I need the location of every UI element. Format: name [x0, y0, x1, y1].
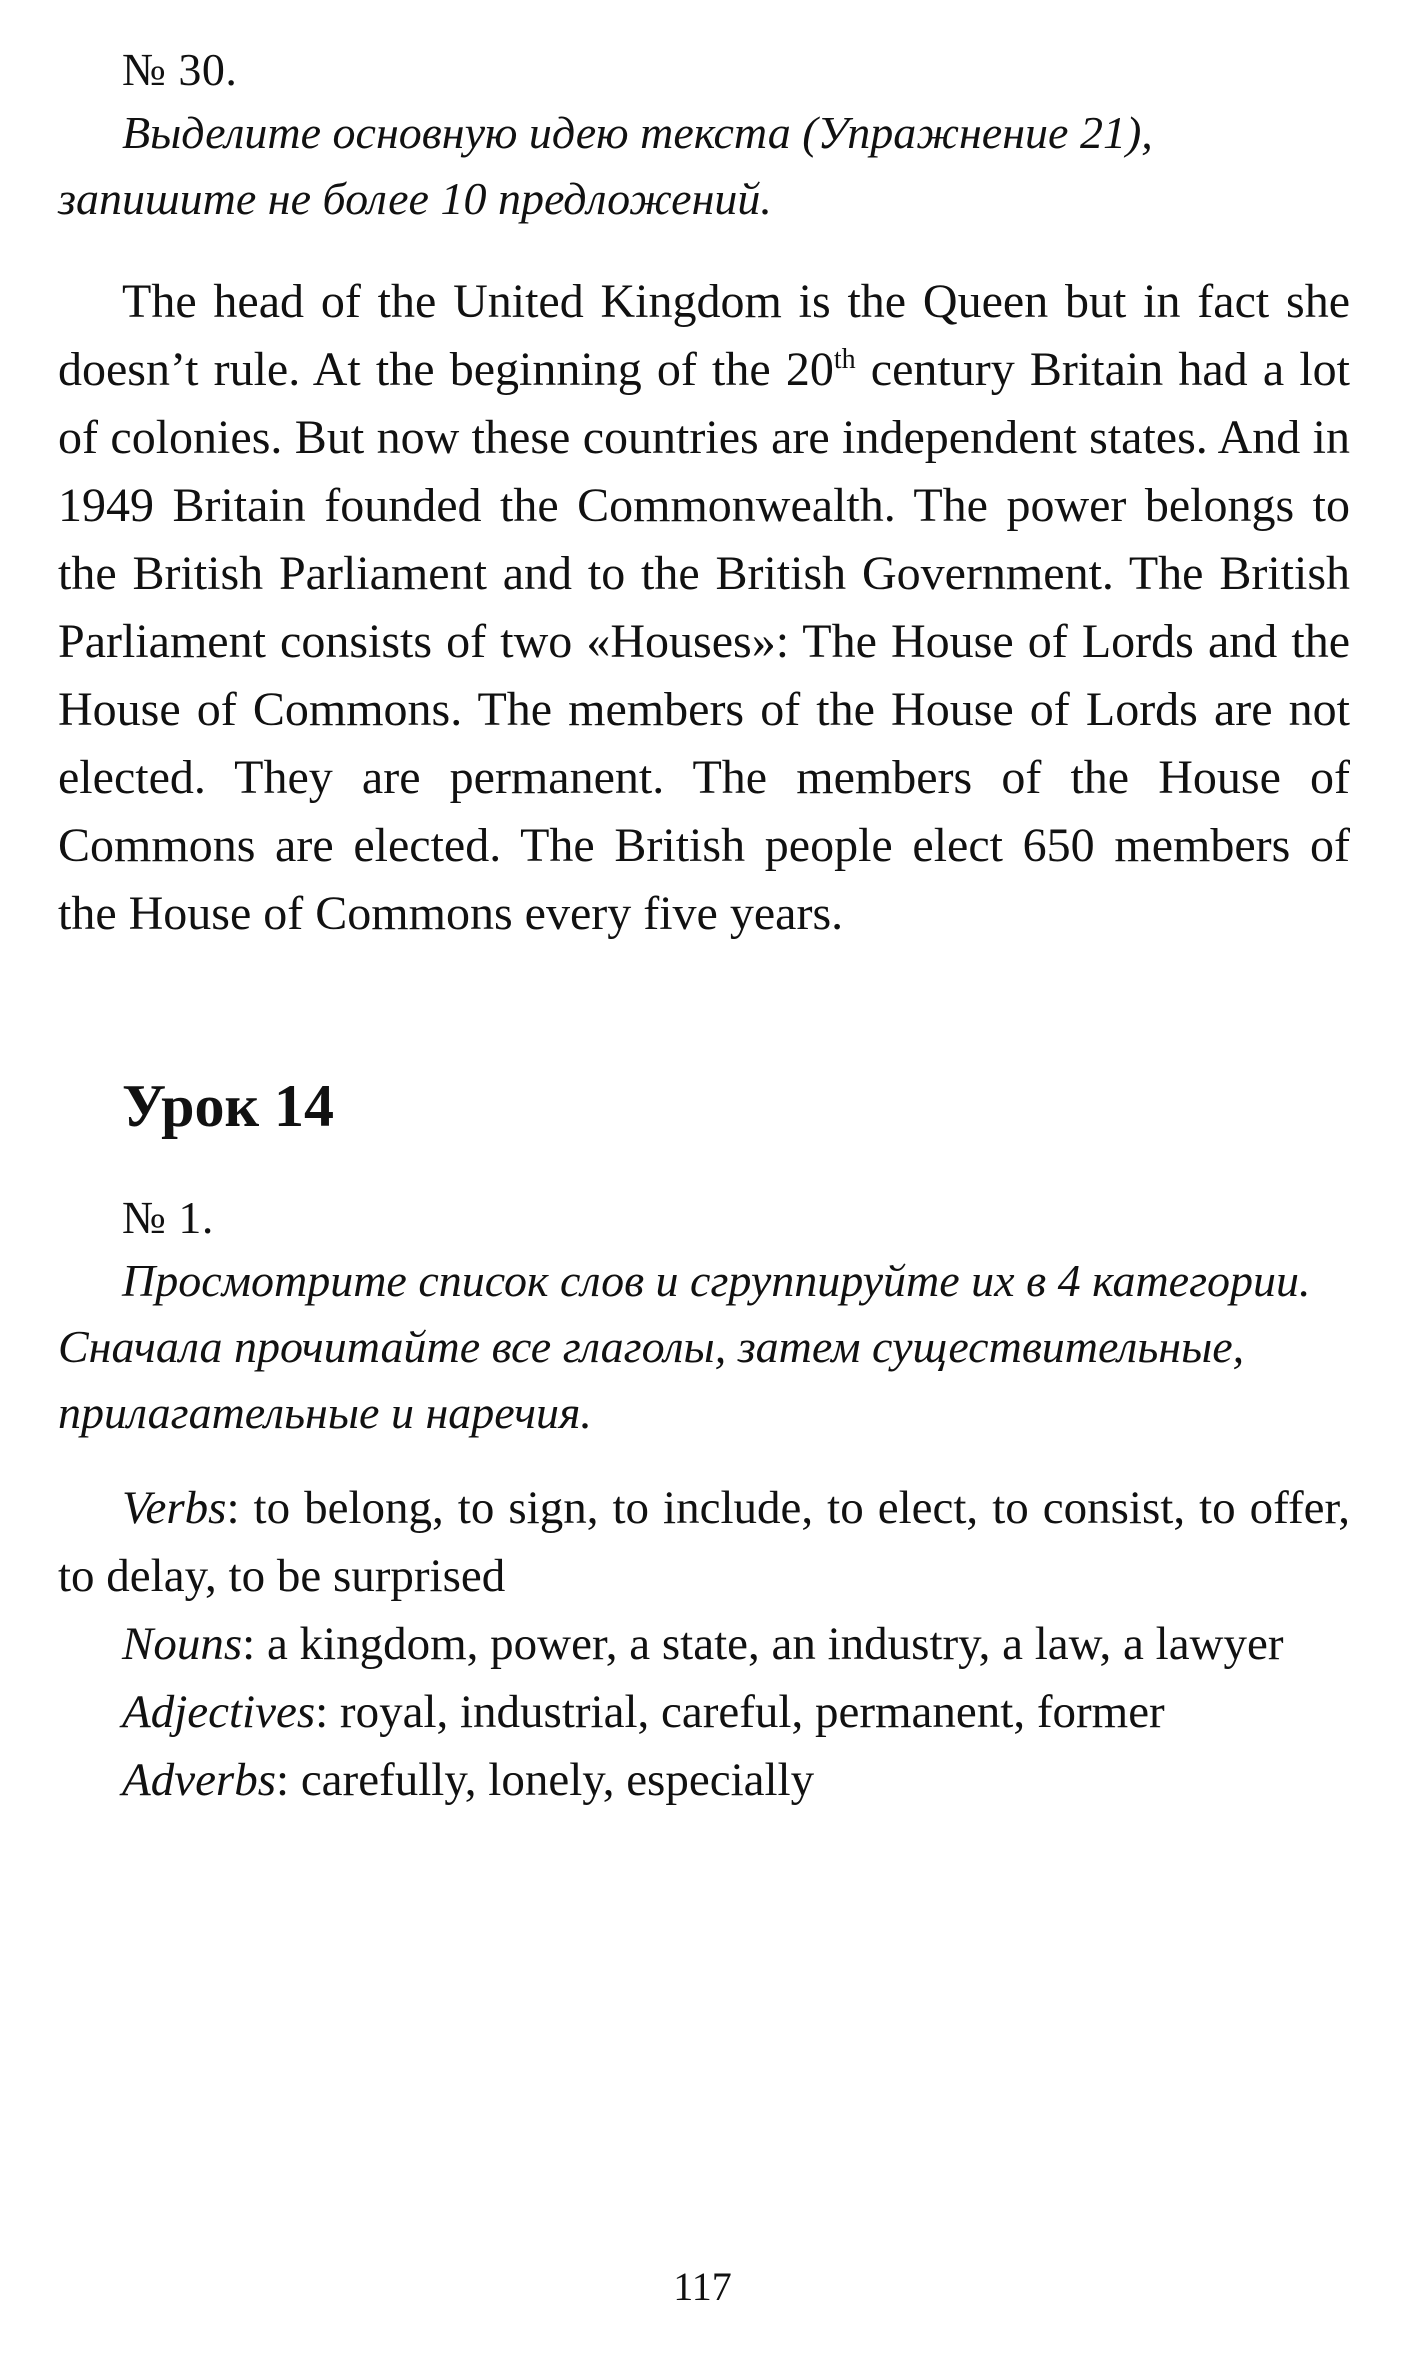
ordinal-suffix: th	[833, 344, 856, 375]
category-adverbs	[58, 1746, 1350, 1814]
category-adjectives	[58, 1678, 1350, 1746]
lesson-title: Урок 14	[122, 1073, 335, 1139]
category-label: Verbs	[122, 1482, 227, 1534]
category-nouns	[58, 1610, 1350, 1678]
category-label: Adverbs	[122, 1754, 277, 1806]
category-label: Nouns	[122, 1618, 243, 1670]
exercise-30-answer-text	[58, 268, 1350, 948]
exercise-30-task: Выделите основную идею текста (Упражнение 21), запишите не более 10 предложений.	[58, 107, 1153, 224]
exercise-1-number: № 1.	[122, 1192, 214, 1243]
category-words: : to belong, to sign, to include, to elect, to consist, to offer, to delay, to be surprised	[58, 1482, 1350, 1602]
category-words: : a kingdom, power, a state, an industry, a law, a lawyer	[242, 1618, 1284, 1670]
answer-text-part-1: The head of the United Kingdom is the Queen but in fact she doesn’t rule. At the beginning of the 20	[58, 275, 1350, 396]
exercise-1-task: Просмотрите список слов и сгруппируйте их в 4 категории. Сначала прочитайте все глаголы, затем существительные, прилагательные и наречия.	[58, 1255, 1311, 1438]
page-number: 117	[673, 2264, 732, 2309]
page-content	[58, 40, 1350, 1814]
category-verbs	[58, 1474, 1350, 1610]
category-label: Adjectives	[122, 1686, 316, 1738]
exercise-30-number: № 30.	[122, 44, 238, 95]
word-categories	[58, 1474, 1350, 1814]
category-words: : carefully, lonely, especially	[276, 1754, 815, 1806]
category-words: : royal, industrial, careful, permanent, former	[315, 1686, 1165, 1738]
answer-text-part-2: century Britain had a lot of colonies. But now these countries are independent states. And in 1949 Britain founded the Commonwealth. The power belongs to the British Parliament and to the British Government. The British Parliament consists of two «Houses»: The House of Lords and the House of Commons. The members of the House of Lords are not elected. They are permanent. The members of the House of Commons are elected. The British people elect 650 members of the House of Commons every five years.	[58, 343, 1350, 940]
